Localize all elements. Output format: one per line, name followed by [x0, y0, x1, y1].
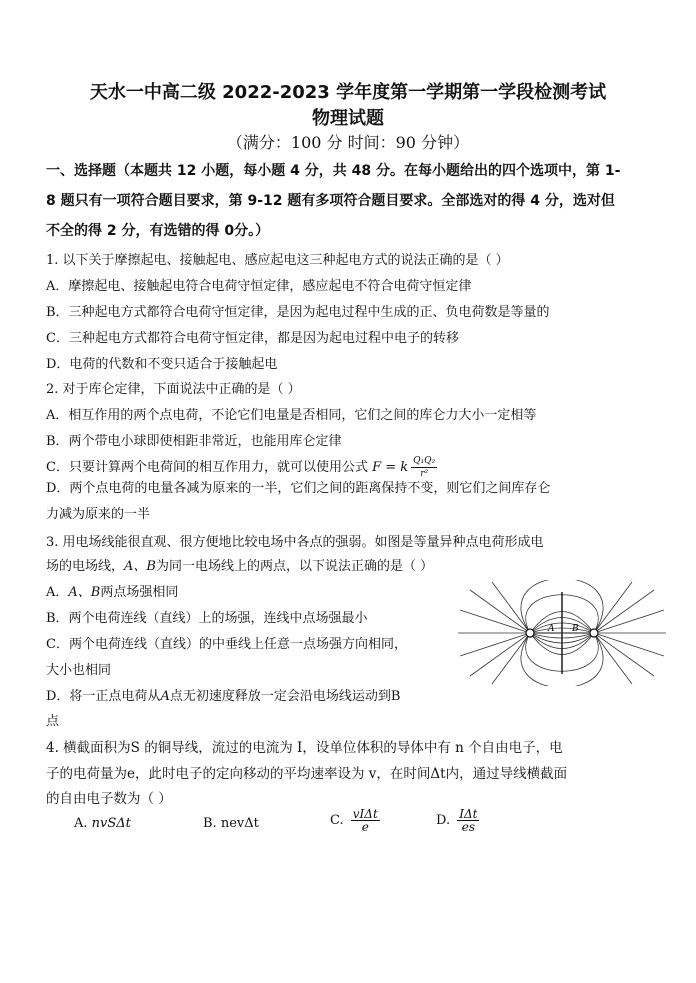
q4-stem-cont: 子的电荷量为e，此时电子的定向移动的平均速率设为 v，在时间Δt内，通过导线横截面: [46, 766, 568, 782]
exam-info: （满分：100 分 时间：90 分钟）: [226, 133, 470, 152]
q1-option-c: C．三种起电方式都符合电荷守恒定律，都是因为起电过程中电子的转移: [46, 331, 459, 346]
q4-option-c-fraction: [351, 808, 380, 833]
q1-stem: 1. 以下关于摩擦起电、接触起电、感应起电这三种起电方式的说法正确的是（ ）: [46, 253, 509, 268]
q3-option-c-cont: 大小也相同: [46, 663, 112, 678]
q3-option-text: D．将一正点电荷从: [46, 689, 161, 704]
q3-option-a: [46, 585, 178, 601]
positive-charge: [526, 629, 534, 637]
q4-option-a: [74, 816, 131, 832]
q4-stem-cont: 的自由电子数为（ ）: [46, 791, 172, 807]
exam-subject: 物理试题: [312, 108, 384, 129]
q2-option-c: [46, 455, 437, 480]
q4-option-label: C.: [330, 813, 344, 828]
q2-option-b: B．两个带电小球即使相距非常近，也能用库仑定律: [46, 434, 342, 449]
q3-option-text: 两点场强相同: [100, 585, 179, 600]
q1-option-a: A．摩擦起电、接触起电符合电荷守恒定律，感应起电不符合电荷守恒定律: [46, 279, 472, 294]
q4-option-c: [330, 808, 380, 833]
point-b-label: B: [572, 624, 579, 634]
q4-stem: 4. 横截面积为S 的铜导线，流过的电流为 I，设单位体积的导体中有 n 个自由电子，电: [46, 740, 563, 756]
q3-option-text: 点无初速度释放一定会沿电场线运动到B: [169, 689, 401, 704]
instructions-line: 8 题只有一项符合题目要求，第 9-12 题有多项符合题目要求。全部选对的得 4 分，选对但: [46, 193, 615, 209]
q2-option-d-cont: 力减为原来的一半: [46, 507, 151, 522]
q3-option-b: B．两个电荷连线（直线）上的场强，连线中点场强最小: [46, 611, 368, 626]
q3-option-d: [46, 689, 400, 705]
q3-option-c: C．两个电荷连线（直线）的中垂线上任意一点场强方向相同，: [46, 637, 407, 652]
q3-stem-text: 为同一电场线上的两点，以下说法正确的是（ ）: [155, 559, 434, 574]
fraction-denominator: e: [361, 820, 369, 834]
q3-points-ab: A、B: [124, 559, 156, 574]
q4-option-d-fraction: [457, 808, 479, 833]
q3-stem-cont: [46, 559, 433, 575]
q3-stem-text: 场的电场线，: [46, 559, 125, 574]
exam-title: 天水一中高二级 2022-2023 学年度第一学期第一学段检测考试: [89, 82, 607, 103]
q2-stem: 2. 对于库仑定律，下面说法中正确的是（ ）: [46, 382, 301, 397]
q2-option-a: A．相互作用的两个点电荷，不论它们电量是否相同，它们之间的库仑力大小一定相等: [46, 408, 537, 423]
q4-option-label: A.: [74, 816, 88, 831]
section-instructions: [46, 156, 646, 246]
q4-option-b: [203, 816, 259, 832]
field-lines-diagram: [452, 580, 672, 686]
formula-numerator: Q₁Q₂: [413, 456, 436, 466]
fraction-denominator: es: [461, 820, 475, 834]
q4-option-b-expr: nevΔt: [220, 816, 259, 831]
q4-option-label: B.: [203, 816, 217, 831]
q4-option-a-expr: nvSΔt: [91, 816, 131, 831]
q4-option-label: D.: [436, 813, 451, 828]
instructions-line: 一、选择题（本题共 12 小题，每小题 4 分，共 48 分。在每小题给出的四个选项中，第 1-: [46, 163, 621, 179]
q3-points-ab: A、B: [68, 585, 101, 600]
q3-stem: 3. 用电场线能很直观、很方便地比较电场中各点的强弱。如图是等量异种点电荷形成电: [46, 535, 544, 550]
fraction-numerator: vIΔt: [352, 807, 378, 821]
instructions-line: 不全的得 2 分，有选错的得 0分。）: [46, 223, 270, 239]
point-a-label: A: [548, 624, 555, 634]
q1-option-b: B．三种起电方式都符合电荷守恒定律，是因为起电过程中生成的正、负电荷数是等量的: [46, 305, 550, 320]
q3-option-d-cont: 点: [46, 714, 60, 729]
q3-option-label: A．: [46, 585, 69, 600]
formula-lhs: F = k: [372, 460, 409, 475]
coulomb-formula: [372, 456, 437, 479]
q1-option-d: D．电荷的代数和不变只适合于接触起电: [46, 357, 278, 372]
fraction-numerator: IΔt: [459, 807, 478, 821]
q2-option-d: D．两个点电荷的电量各减为原来的一半，它们之间的距离保持不变，则它们之间库存仑: [46, 481, 551, 496]
negative-charge: [590, 629, 598, 637]
q2-option-c-text: C．只要计算两个电荷间的相互作用力，就可以使用公式: [46, 460, 368, 475]
q3-point-a-ref: A: [160, 689, 170, 704]
formula-denominator: r²: [420, 469, 429, 479]
q4-option-d: [436, 808, 479, 833]
